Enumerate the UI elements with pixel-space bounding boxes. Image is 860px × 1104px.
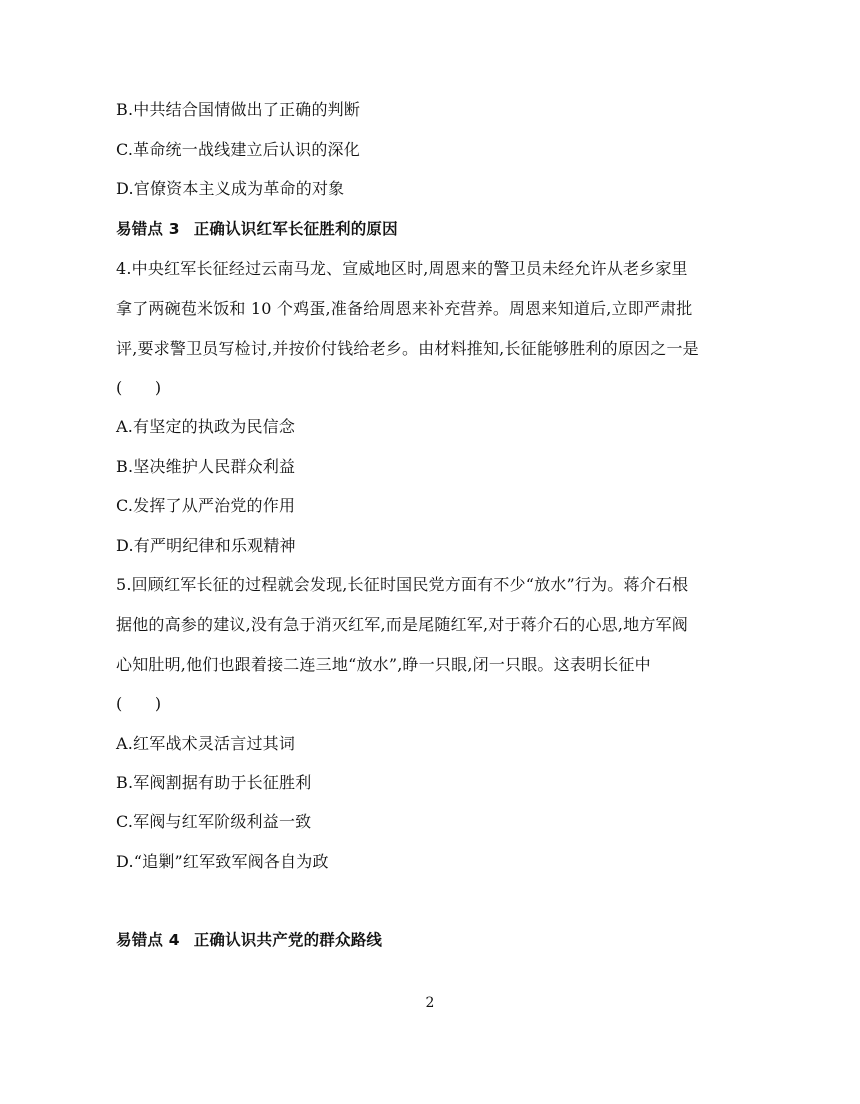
q4-option-a: A.有坚定的执政为民信念 xyxy=(116,417,296,436)
section-4-heading xyxy=(116,930,382,950)
q5-option-a: A.红军战术灵活言过其词 xyxy=(116,734,296,753)
q4-option-b: B.坚决维护人民群众利益 xyxy=(116,457,296,476)
prev-option-d: D.官僚资本主义成为革命的对象 xyxy=(116,179,345,198)
section-3-heading xyxy=(116,219,398,239)
prev-option-b: B.中共结合国情做出了正确的判断 xyxy=(116,100,361,119)
section-4-label: 易错点 4 xyxy=(116,931,180,949)
q4-stem-line-1: 4.中央红军长征经过云南马龙、宣威地区时,周恩来的警卫员未经允许从老乡家里 xyxy=(116,259,688,278)
q5-answer-blank: ( ) xyxy=(116,694,162,713)
section-3-title: 正确认识红军长征胜利的原因 xyxy=(193,220,398,238)
q5-stem-line-3: 心知肚明,他们也跟着接二连三地“放水”,睁一只眼,闭一只眼。这表明长征中 xyxy=(116,655,651,674)
q4-stem-line-3: 评,要求警卫员写检讨,并按价付钱给老乡。由材料推知,长征能够胜利的原因之一是 xyxy=(116,339,699,358)
q5-option-c: C.军阀与红军阶级利益一致 xyxy=(116,812,312,831)
q5-stem-line-1: 5.回顾红军长征的过程就会发现,长征时国民党方面有不少“放水”行为。蒋介石根 xyxy=(116,575,689,594)
q5-option-d: D.“追剿”红军致军阀各自为政 xyxy=(116,852,329,871)
q4-answer-blank: ( ) xyxy=(116,378,162,397)
q4-option-c: C.发挥了从严治党的作用 xyxy=(116,496,296,515)
page-number: 2 xyxy=(425,995,435,1011)
q4-option-d: D.有严明纪律和乐观精神 xyxy=(116,536,296,555)
q4-stem-line-2: 拿了两碗苞米饭和 10 个鸡蛋,准备给周恩来补充营养。周恩来知道后,立即严肃批 xyxy=(116,299,693,318)
q5-stem-line-2: 据他的高参的建议,没有急于消灭红军,而是尾随红军,对于蒋介石的心思,地方军阀 xyxy=(116,615,688,634)
section-3-label: 易错点 3 xyxy=(116,220,180,238)
section-4-title: 正确认识共产党的群众路线 xyxy=(193,931,383,949)
prev-option-c: C.革命统一战线建立后认识的深化 xyxy=(116,140,360,159)
q5-option-b: B.军阀割据有助于长征胜利 xyxy=(116,773,312,792)
